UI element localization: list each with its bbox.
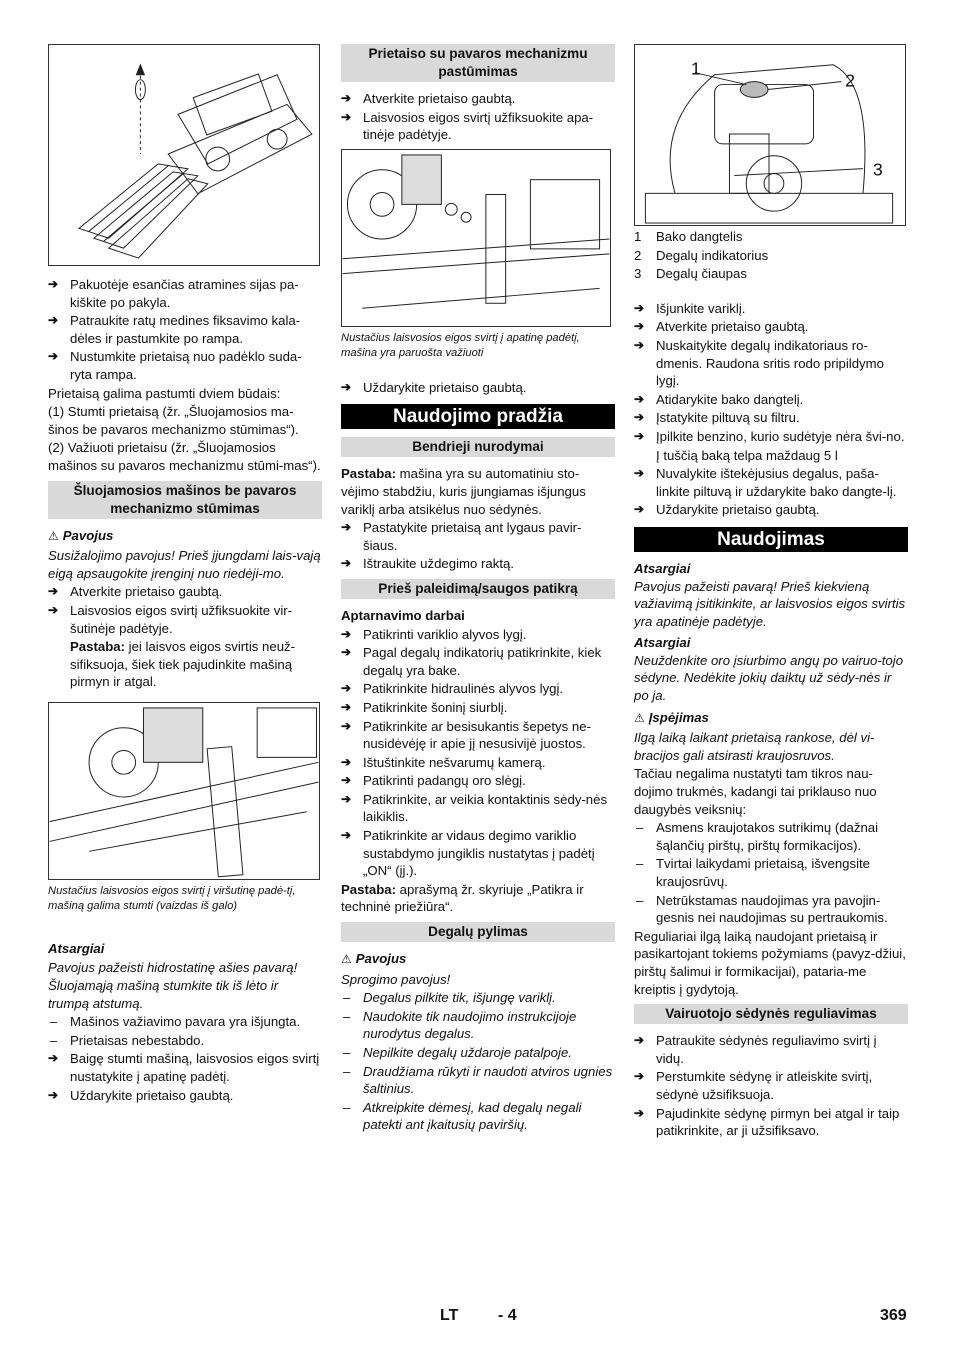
- legend-item: 3 Degalų čiaupas: [634, 266, 747, 282]
- step: ➔ Baigę stumti mašiną, laisvosios eigos svirtį nustatykite į apatinę padėtį.: [48, 1050, 322, 1085]
- warning-triangle-icon: ⚠: [48, 528, 59, 543]
- step: ➔ Atverkite prietaiso gaubtą.: [48, 583, 322, 601]
- caution-label: Atsargiai: [48, 940, 105, 956]
- danger-label: ⚠ Pavojus: [48, 527, 322, 546]
- step: ➔ Nuvalykite ištekėjusius degalus, paša-linkite piltuvą ir uždarykite bako dangte-lį.: [634, 465, 908, 500]
- section-heading: Bendrieji nurodymai: [341, 437, 615, 457]
- danger-text: Sprogimo pavojus!: [341, 971, 451, 987]
- paragraph: (2) Važiuoti prietaisu (žr. „Šluojamosios mašinos su pavaros mechanizmu stūmi-mas“).: [48, 440, 321, 473]
- paragraph: Reguliariai ilgą laiką naudojant prietaisą ir pasikartojant tokiems požymiams (pavyz-džiui, pirštų šalimui ir formikacijai), pataria-me kreiptis į gydytoją.: [634, 928, 906, 997]
- dash-item: – Mašinos važiavimo pavara yra išjungta.: [48, 1013, 322, 1031]
- caution-label: Atsargiai: [634, 560, 691, 576]
- warning-label: ⚠ Įspėjimas: [634, 709, 908, 728]
- chapter-heading: Naudojimas: [634, 527, 908, 552]
- step: ➔ Uždarykite prietaiso gaubtą.: [48, 1087, 322, 1105]
- step: ➔ Pakuotėje esančias atramines sijas pa-kiškite po pakyla.: [48, 276, 322, 311]
- step: ➔ Nuskaitykite degalų indikatoriaus ro-dmenis. Raudona sritis rodo pripildymo lygį.: [634, 337, 908, 390]
- step: ➔ Perstumkite sėdynę ir atleiskite svirtį, sėdynė užsifiksuoja.: [634, 1068, 908, 1103]
- check-item: ➔ Patikrinti padangų oro slėgį.: [341, 772, 615, 790]
- caution-text: Pavojus pažeisti hidrostatinę ašies pavarą! Šluojamąją mašiną stumkite tik iš lėto ir trumpą atstumą.: [48, 960, 298, 1011]
- paragraph: Prietaisą galima pastumti dviem būdais:: [48, 385, 281, 401]
- step: ➔ Išjunkite variklį.: [634, 300, 908, 318]
- check-item: ➔ Patikrinkite, ar veikia kontaktinis sėdy-nės laikiklis.: [341, 791, 615, 826]
- step: ➔ Patraukite sėdynės reguliavimo svirtį į vidų.: [634, 1032, 908, 1067]
- section-heading: Šluojamosios mašinos be pavaros mechanizmo stūmimas: [48, 481, 322, 519]
- step: ➔ Įpilkite benzino, kurio sudėtyje nėra švi-no.: [634, 428, 908, 446]
- column-2: [341, 44, 615, 1135]
- section-heading: Prieš paleidimą/saugos patikrą: [341, 579, 615, 599]
- figure-sweeper-pallet: [48, 44, 320, 266]
- warning-triangle-icon: ⚠: [634, 710, 645, 725]
- note: Pastaba: mašina yra su automatiniu sto-vėjimo stabdžiu, kuris įjungiamas išjungus variklį arba atsikėlus nuo sėdynės.: [341, 466, 586, 517]
- section-heading: Prietaiso su pavaros mechanizmu pastūmimas: [341, 44, 615, 82]
- dash-item: – Nepilkite degalų uždaroje patalpoje.: [341, 1044, 615, 1062]
- legend-item: 2 Degalų indikatorius: [634, 247, 769, 263]
- dash-item: – Tvirtai laikydami prietaisą, išvengsite kraujosrūvų.: [634, 855, 908, 890]
- column-1: [48, 44, 322, 1105]
- step: ➔ Atverkite prietaiso gaubtą.: [634, 318, 908, 336]
- dash-item: – Degalus pilkite tik, išjungę variklį.: [341, 989, 615, 1007]
- figure-freewheel-lever-up: [48, 702, 320, 880]
- check-item: ➔ Patikrinkite ar besisukantis šepetys ne-nusidėvėję ir apie jį nesusivijė juostos.: [341, 718, 615, 753]
- callout-2: 2: [845, 70, 856, 91]
- note: Pastaba: jei laisvos eigos svirtis neuž-sifiksuoja, šiek tiek pajudinkite mašiną pirmyn ir atgal.: [70, 639, 296, 690]
- figure-freewheel-lever-down: [341, 149, 611, 327]
- step: ➔ Pastatykite prietaisą ant lygaus pavir-šiaus.: [341, 519, 615, 554]
- chapter-heading: Naudojimo pradžia: [341, 404, 615, 429]
- caution-label: Atsargiai: [634, 635, 691, 651]
- step: ➔ Atverkite prietaiso gaubtą.: [341, 90, 615, 108]
- step: ➔ Laisvosios eigos svirtį užfiksuokite vir-šutinėje padėtyje. Pastaba: jei laisvos eigos svirtis neuž-sifiksuoja, šiek tiek pajudinkite mašiną pirmyn ir atgal.: [48, 602, 322, 691]
- warning-triangle-icon: ⚠: [341, 952, 352, 967]
- dash-item: – Draudžiama rūkyti ir naudoti atviros ugnies šaltinius.: [341, 1063, 615, 1098]
- step: ➔ Laisvosios eigos svirtį užfiksuokite apa-tinėje padėtyje.: [341, 109, 615, 144]
- section-heading: Vairuotojo sėdynės reguliavimas: [634, 1004, 908, 1024]
- check-item: ➔ Patikrinkite hidraulinės alyvos lygį.: [341, 680, 615, 698]
- figure-fuel-tank: [634, 44, 906, 226]
- dash-item: – Atkreipkite dėmesį, kad degalų negali patekti ant įkaitusių paviršių.: [341, 1099, 615, 1134]
- check-item: ➔ Patikrinti variklio alyvos lygį.: [341, 626, 615, 644]
- check-item: ➔ Patikrinkite šoninį siurblį.: [341, 699, 615, 717]
- column-3: [634, 44, 908, 1141]
- paragraph: Tačiau negalima nustatyti tam tikros nau-dojimo trukmės, kadangi tai priklauso nuo daugybės veiksnių:: [634, 766, 877, 817]
- footer-page-number: 369: [880, 1307, 907, 1324]
- footer-section-page: - 4: [498, 1307, 517, 1324]
- freewheel-lever-illustration: [49, 703, 319, 879]
- danger-text: Susižalojimo pavojus! Prieš įjungdami lais-vają eigą apsaugokite įrenginį nuo riedėji-mo.: [48, 548, 321, 581]
- step: ➔ Uždarykite prietaiso gaubtą.: [341, 379, 615, 397]
- dash-item: – Netrūkstamas naudojimas yra pavojin-gesnis nei naudojimas su pertraukomis.: [634, 892, 908, 927]
- step: ➔ Įstatykite piltuvą su filtru.: [634, 409, 908, 427]
- check-item: ➔ Pagal degalų indikatorių patikrinkite, kiek degalų yra bake.: [341, 644, 615, 679]
- figure-caption: Nustačius laisvosios eigos svirtį į apatinę padėtį, mašina yra paruošta važiuoti: [341, 331, 580, 359]
- tank-capacity-note: Į tuščią baką telpa maždaug 5 l: [656, 447, 838, 463]
- callout-1: 1: [690, 58, 701, 79]
- danger-label: ⚠ Pavojus: [341, 950, 615, 969]
- paragraph: (1) Stumti prietaisą (žr. „Šluojamosios ma-šinos be pavaros mechanizmo stūmimas“).: [48, 404, 299, 437]
- step: ➔ Ištraukite uždegimo raktą.: [341, 555, 615, 573]
- figure-caption: Nustačius laisvosios eigos svirtį į viršutinę padė-tį, mašiną galima stumti (vaizdas iš galo): [48, 884, 296, 912]
- sub-heading: Aptarnavimo darbai: [341, 607, 465, 623]
- legend-item: 1 Bako dangtelis: [634, 229, 743, 244]
- check-item: ➔ Ištuštinkite nešvarumų kamerą.: [341, 754, 615, 772]
- step: ➔ Pajudinkite sėdynę pirmyn bei atgal ir taip patikrinkite, ar ji užsifiksavo.: [634, 1105, 908, 1140]
- caution-text: Pavojus pažeisti pavarą! Prieš kiekvieną važiavimą įsitikinkite, ar laisvosios eigos svirtis yra apatinėje padėtyje.: [634, 578, 906, 629]
- engine-fuel-illustration: [635, 45, 905, 225]
- freewheel-lever-down-illustration: [342, 150, 610, 326]
- note: Pastaba: aprašymą žr. skyriuje „Patikra ir techninė priežiūra“.: [341, 881, 584, 915]
- footer-language: LT: [440, 1307, 459, 1324]
- dash-item: – Asmens kraujotakos sutrikimų (dažnai šąlančių pirštų, pirštų formikacijos).: [634, 819, 908, 854]
- check-item: ➔ Patikrinkite ar vidaus degimo variklio sustabdymo jungiklis nustatytas į padėtį „ON“ (įj.).: [341, 827, 615, 880]
- section-heading: Degalų pylimas: [341, 922, 615, 942]
- dash-item: – Naudokite tik naudojimo instrukcijoje nurodytus degalus.: [341, 1008, 615, 1043]
- dash-item: – Prietaisas nebestabdo.: [48, 1032, 322, 1050]
- callout-3: 3: [872, 159, 883, 180]
- caution-text: Neuždenkite oro įsiurbimo angų po vairuo-tojo sėdyne. Nedėkite jokių daiktų už sėdy-nės ir po ja.: [634, 652, 904, 704]
- step: ➔ Atidarykite bako dangtelį.: [634, 391, 908, 409]
- sweeper-pallet-illustration: [49, 45, 319, 265]
- warning-text: Ilgą laiką laikant prietaisą rankose, dėl vi-bracijos gali atsirasti kraujosruvos.: [634, 730, 875, 763]
- step: ➔ Nustumkite prietaisą nuo padėklo suda-ryta rampa.: [48, 348, 322, 383]
- step: ➔ Patraukite ratų medines fiksavimo kala-dėles ir pastumkite po rampa.: [48, 312, 322, 347]
- step: ➔ Uždarykite prietaiso gaubtą.: [634, 501, 908, 519]
